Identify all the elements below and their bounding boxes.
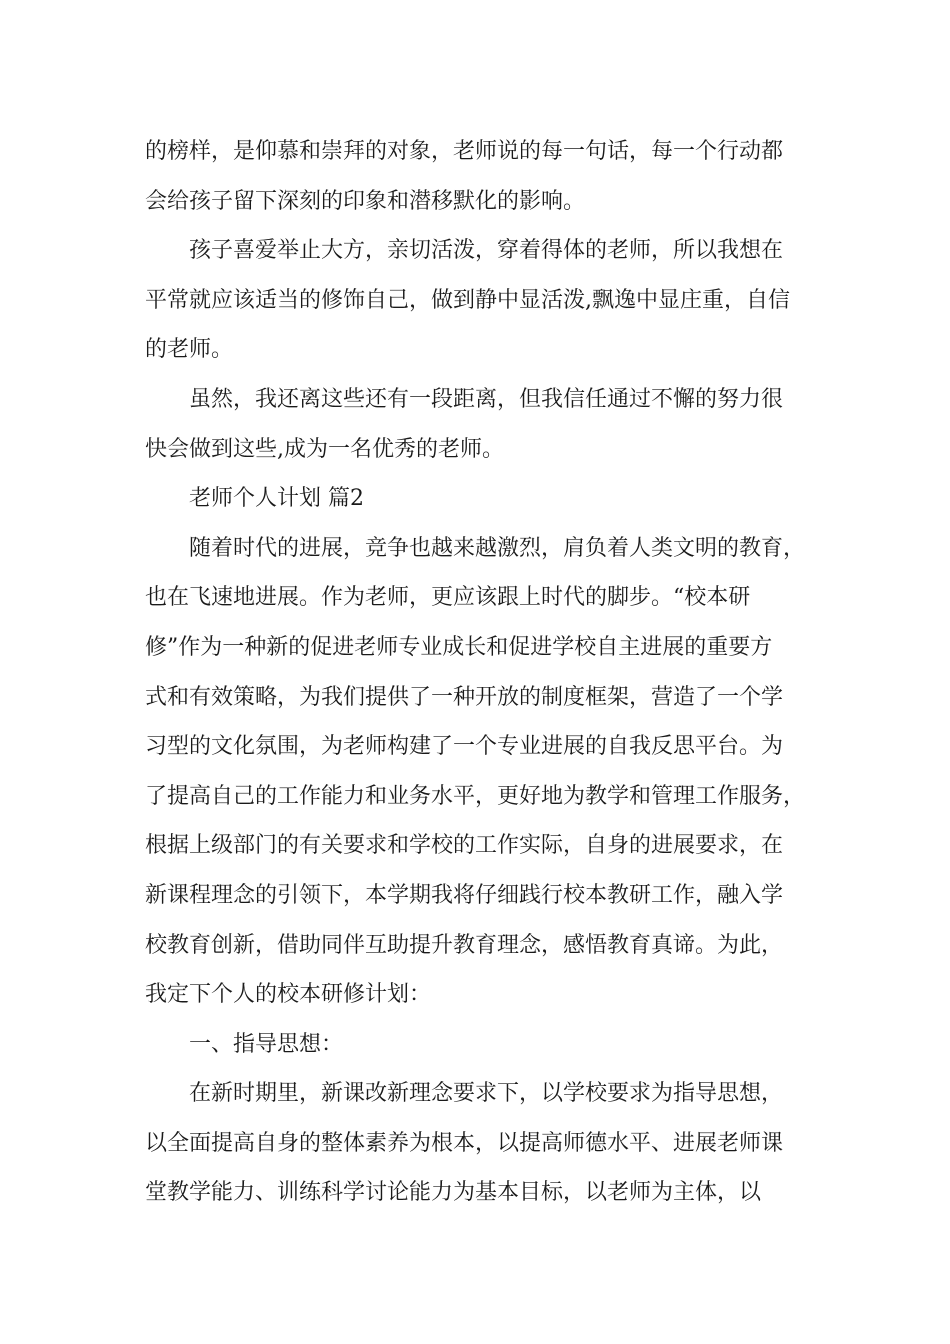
text-line: 平常就应该适当的修饰自己，做到静中显活泼,飘逸中显庄重，自信	[145, 287, 790, 313]
text-line: 修”作为一种新的促进老师专业成长和促进学校自主进展的重要方	[145, 634, 773, 660]
paragraph-role-model	[145, 127, 810, 226]
text-line: 在新时期里，新课改新理念要求下，以学校要求为指导思想，	[189, 1081, 784, 1107]
text-line: 的老师。	[145, 337, 234, 363]
paragraph-guiding-thought	[145, 1069, 810, 1218]
document-body	[145, 127, 810, 1218]
heading-text: 一、指导思想：	[189, 1031, 344, 1057]
paragraph-effort	[145, 375, 810, 474]
text-line: 式和有效策略，为我们提供了一种开放的制度框架，营造了一个学	[145, 684, 784, 710]
text-line: 根据上级部门的有关要求和学校的工作实际，自身的进展要求，在	[145, 833, 784, 859]
text-line: 校教育创新，借助同伴互助提升教育理念，感悟教育真谛。为此，	[145, 932, 784, 958]
text-line: 习型的文化氛围，为老师构建了一个专业进展的自我反思平台。为	[145, 734, 784, 760]
paragraph-appearance	[145, 226, 810, 375]
section-heading	[145, 474, 810, 524]
text-line: 新课程理念的引领下，本学期我将仔细践行校本教研工作，融入学	[145, 882, 784, 908]
text-line: 也在飞速地进展。作为老师，更应该跟上时代的脚步。“校本研	[145, 585, 751, 611]
text-line: 虽然，我还离这些还有一段距离，但我信任通过不懈的努力很	[189, 386, 784, 412]
subheading-guiding-thought	[145, 1020, 810, 1070]
text-line: 随着时代的进展，竞争也越来越激烈，肩负着人类文明的教育，	[189, 535, 806, 561]
text-line: 以全面提高自身的整体素养为根本，以提高师德水平、进展老师课	[145, 1130, 784, 1156]
text-line: 我定下个人的校本研修计划：	[145, 982, 432, 1008]
text-line: 堂教学能力、训练科学讨论能力为基本目标，以老师为主体，以	[145, 1180, 762, 1206]
text-line: 孩子喜爱举止大方，亲切活泼，穿着得体的老师，所以我想在	[189, 238, 784, 264]
text-line: 会给孩子留下深刻的印象和潜移默化的影响。	[145, 188, 586, 214]
text-line: 快会做到这些,成为一名优秀的老师。	[145, 436, 504, 462]
text-line: 了提高自己的工作能力和业务水平，更好地为教学和管理工作服务，	[145, 783, 806, 809]
text-line: 的榜样，是仰慕和崇拜的对象，老师说的每一句话，每一个行动都	[145, 139, 784, 164]
heading-text: 老师个人计划 篇2	[189, 486, 364, 512]
paragraph-school-research	[145, 524, 810, 1020]
